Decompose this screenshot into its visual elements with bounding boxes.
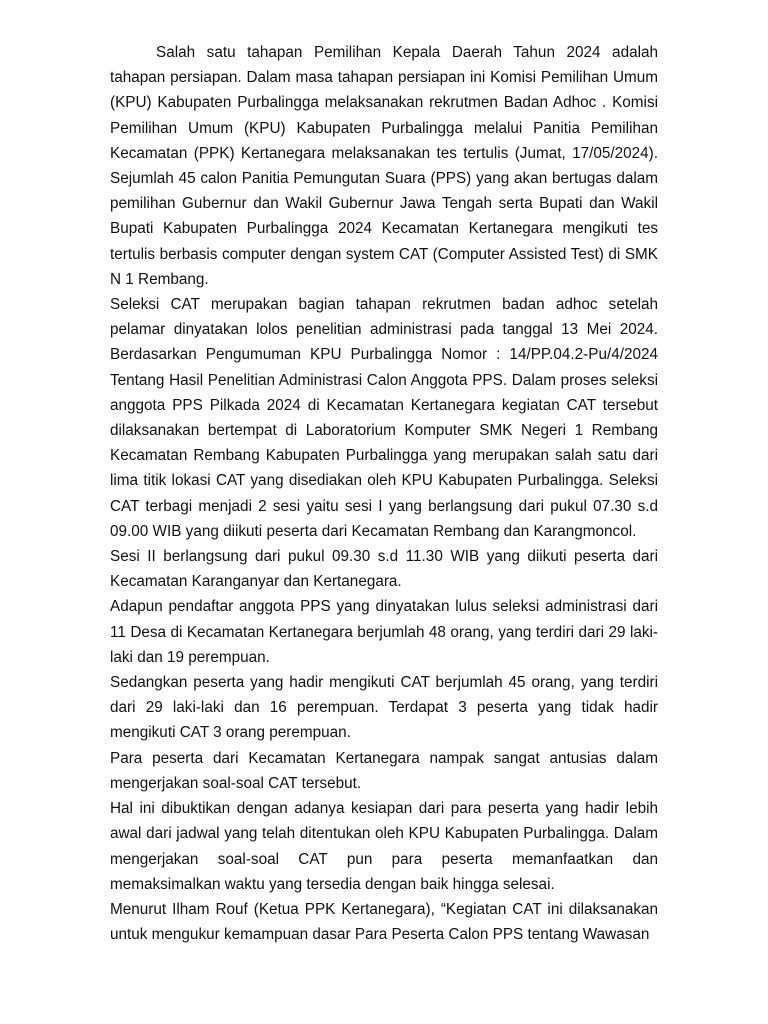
paragraph-cat-selection: Seleksi CAT merupakan bagian tahapan rekrutmen badan adhoc setelah pelamar dinyatakan lolos penelitian administrasi pada tanggal 13 Mei 2024. Berdasarkan Pengumuman KPU Purbalingga Nomor : 14/PP.04.2-Pu/4/2024 Tentang Hasil Penelitian Administrasi Calon Anggota PPS. Dalam proses seleksi anggota PPS Pilkada 2024 di Kecamatan Kertanegara kegiatan CAT tersebut dilaksanakan bertempat di Laboratorium Komputer SMK Negeri 1 Rembang Kecamatan Rembang Kabupaten Purbalingga yang merupakan salah satu dari lima titik lokasi CAT yang disediakan oleh KPU Kabupaten Purbalingga. Seleksi CAT terbagi menjadi 2 sesi yaitu sesi I yang berlangsung dari pukul 07.30 s.d 09.00 WIB yang diikuti peserta dari Kecamatan Rembang dan Karangmoncol. — [110, 296, 658, 540]
paragraph-quote: Menurut Ilham Rouf (Ketua PPK Kertanegara), “Kegiatan CAT ini dilaksanakan untuk mengukur kemampuan dasar Para Peserta Calon PPS tentang Wawasan — [110, 900, 658, 944]
paragraph-attendance: Sedangkan peserta yang hadir mengikuti CAT berjumlah 45 orang, yang terdiri dari 29 laki-laki dan 16 perempuan. Terdapat 3 peserta yang tidak hadir mengikuti CAT 3 orang perempuan. — [110, 674, 658, 742]
paragraph-session-two: Sesi II berlangsung dari pukul 09.30 s.d 11.30 WIB yang diikuti peserta dari Kecamatan Karanganyar dan Kertanegara. — [110, 548, 658, 591]
paragraph-intro: Salah satu tahapan Pemilihan Kepala Daerah Tahun 2024 adalah tahapan persiapan. Dalam masa tahapan persiapan ini Komisi Pemilihan Umum (KPU) Kabupaten Purbalingga melaksanakan rekrutmen Badan Adhoc . Komisi Pemilihan Umum (KPU) Kabupaten Purbalingga melalui Panitia Pemilihan Kecamatan (PPK) Kertanegara melaksanakan tes tertulis (Jumat, 17/05/2024). Sejumlah 45 calon Panitia Pemungutan Suara (PPS) yang akan bertugas dalam pemilihan Gubernur dan Wakil Gubernur Jawa Tengah serta Bupati dan Wakil Bupati Kabupaten Purbalingga 2024 Kecamatan Kertanegara mengikuti tes tertulis berbasis computer dengan system CAT (Computer Assisted Test) di SMK N 1 Rembang. — [110, 44, 658, 288]
document-body — [110, 40, 658, 947]
paragraph-enthusiasm: Para peserta dari Kecamatan Kertanegara nampak sangat antusias dalam mengerjakan soal-soal CAT tersebut. — [110, 749, 658, 792]
paragraph-registrants: Adapun pendaftar anggota PPS yang dinyatakan lulus seleksi administrasi dari 11 Desa di Kecamatan Kertanegara berjumlah 48 orang, yang terdiri dari 29 laki-laki dan 19 perempuan. — [110, 598, 658, 666]
paragraph-preparedness: Hal ini dibuktikan dengan adanya kesiapan dari para peserta yang hadir lebih awal dari jadwal yang telah ditentukan oleh KPU Kabupaten Purbalingga. Dalam mengerjakan soal-soal CAT pun para peserta memanfaatkan dan memaksimalkan waktu yang tersedia dengan baik hingga selesai. — [110, 800, 658, 893]
